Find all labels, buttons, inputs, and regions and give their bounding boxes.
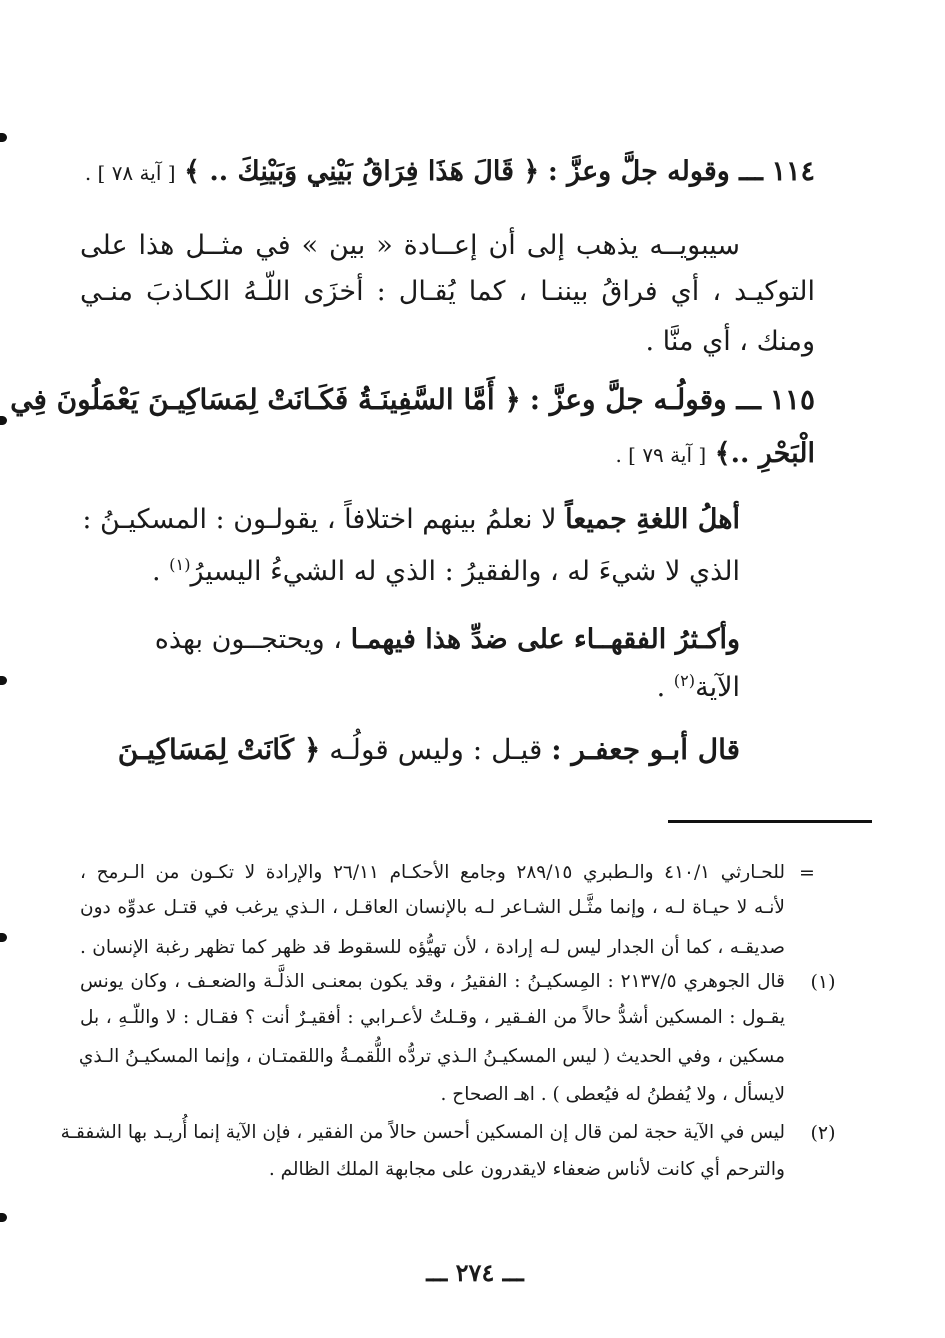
entry-114-body-line-3: ومنك ، أي منَّا . [645,326,815,357]
footnote-1-line: مسكين ، وفي الحديث ( ليس المسكيـنُ الـذي تردُّه اللُّقمـةُ واللقمتـان ، وإنما المسكيـنُ الـذي [78,1046,785,1067]
entry-114-heading [80,152,815,193]
footnote-1-line: يقـول : المسكين أشدُّ حالاً من الفـقير ، وقـلتُ لأعـرابي : أفقيـرٌ أنت ؟ فقـال : لا واللّـهِ ، بل [80,1007,785,1028]
entry-115-para-1-line-1 [80,500,740,540]
footnote-1-line: لايسأل ، ولا يُفطنُ له فيُعطى ) . اهـ الصحاح . [440,1084,785,1105]
scan-edge-mark [0,933,7,942]
scan-edge-mark [0,676,7,685]
footnote-continuation-line: للحـارثي ٤١٠/١ والـطبري ٢٨٩/١٥ وجامع الأحكـام ٢٦/١١ والإرادة لا تكـون من الـرمح ، [80,862,785,883]
entry-heading: ـــ وقوله جلَّ وعزَّ : [547,156,763,187]
paragraph-text: الذي لا شيءَ له ، والفقيرُ : الذي له الشيءُ اليسيرُ [190,556,740,587]
footnote-2-line: والترحم أي كانت لأناس ضعفاء لايقدرون على مجابهة الملك الظالم . [268,1159,785,1180]
entry-114-body-line-1: سيبويــه يذهب إلى أن إعــادة « بين » في مثــل هذا على [80,230,740,261]
entry-number: ١١٤ [771,156,815,187]
paragraph-text: ، ويحتجــون بهذه [154,624,351,655]
scan-edge-mark [0,1213,7,1222]
bold-phrase: وأكـثرُ الفقهــاء على ضدِّ هذا فيهمـا [350,624,740,655]
entry-115-heading [10,380,815,420]
entry-115-para-1-line-2: الذي لا شيءَ له ، والفقيرُ : الذي له الشيءُ اليسيرُ$^{(١)}$ . [151,555,740,587]
footnote-1-line: قال الجوهري ٢١٣٧/٥ : المِسكيـنُ : الفقيرُ ، وقد يكون بمعنـى الذلَّـة والضعـف ، وكان يونس [80,971,785,992]
paragraph-text: لا نعلمُ بينهم اختلافاً ، يقولـون : المسكيـنُ : [82,504,566,535]
footnote-2-marker: (٢) [810,1122,836,1144]
footnote-2-line: ليس في الآية حجة لمن قال إن المسكين أحسن حالاً من الفقير ، فإن الآية إنما أُريـد بها الشفقـة [60,1122,785,1143]
entry-114-body-line-2: التوكيـد ، أي فراقُ بيننـا ، كما يُقـال : أخزَى اللّـهُ الكـاذبَ منـي [80,276,815,307]
paragraph-text: الآية [695,672,740,703]
footnote-continuation-line: لأنـه لا حيـاة لـه ، وإنما مثَّـل الشـاعر لـه بالإنسان العاقـل ، الـذي يرغب في قتـل عدوِّه دون [80,897,785,918]
footnote-ref[interactable]: (٢) [673,671,696,690]
quran-verse: ﴿ كَانَتْ لِمَسَاكِيـنَ [117,733,321,766]
footnote-1-marker: (١) [810,971,836,993]
bold-phrase: أهلُ اللغةِ جميعاً [565,504,740,535]
page-number: ـــ ٢٧٤ ـــ [426,1258,524,1287]
footnote-continuation-line: صديقـه ، كما أن الجدار ليس لـه إرادة ، لأن تهيُّؤه للسقوط قد ظهر كما تظهر رغبة الإنسان . [80,937,785,958]
bold-phrase: قال أبـو جعفـر : [551,733,740,766]
quran-verse: ﴿ أَمَّا السَّفِينَـةُ فَكَـانَتْ لِمَسَاكِيـنَ يَعْمَلُونَ فِي [10,383,521,416]
entry-115-heading-line-2 [80,434,815,475]
paragraph-text: قيـل : وليس قولُـه [320,733,552,766]
entry-115-para-2-line-2: الآية$^{(٢)}$ . [656,671,740,703]
footnote-continuation-marker: = [799,862,815,884]
footnote-ref[interactable]: (١) [169,555,191,574]
quran-verse: ﴿ قَالَ هَذَا فِرَاقُ بَيْنِي وَبَيْنِكَ .. ﴾ [184,156,540,187]
entry-number: ١١٥ [769,383,815,416]
entry-115-para-2-line-1 [80,620,740,660]
quran-verse-continued: الْبَحْرِ ..﴾ [714,438,815,469]
verse-reference: [ آية ٧٨ ] . [84,161,176,185]
verse-reference: [ آية ٧٩ ] . [615,443,707,467]
entry-115-para-3 [80,730,740,770]
scan-edge-mark [0,133,7,142]
footnote-separator [668,820,872,823]
entry-heading: ـــ وقولُـه جلَّ وعزَّ : [529,383,761,416]
scan-edge-mark [0,416,7,425]
